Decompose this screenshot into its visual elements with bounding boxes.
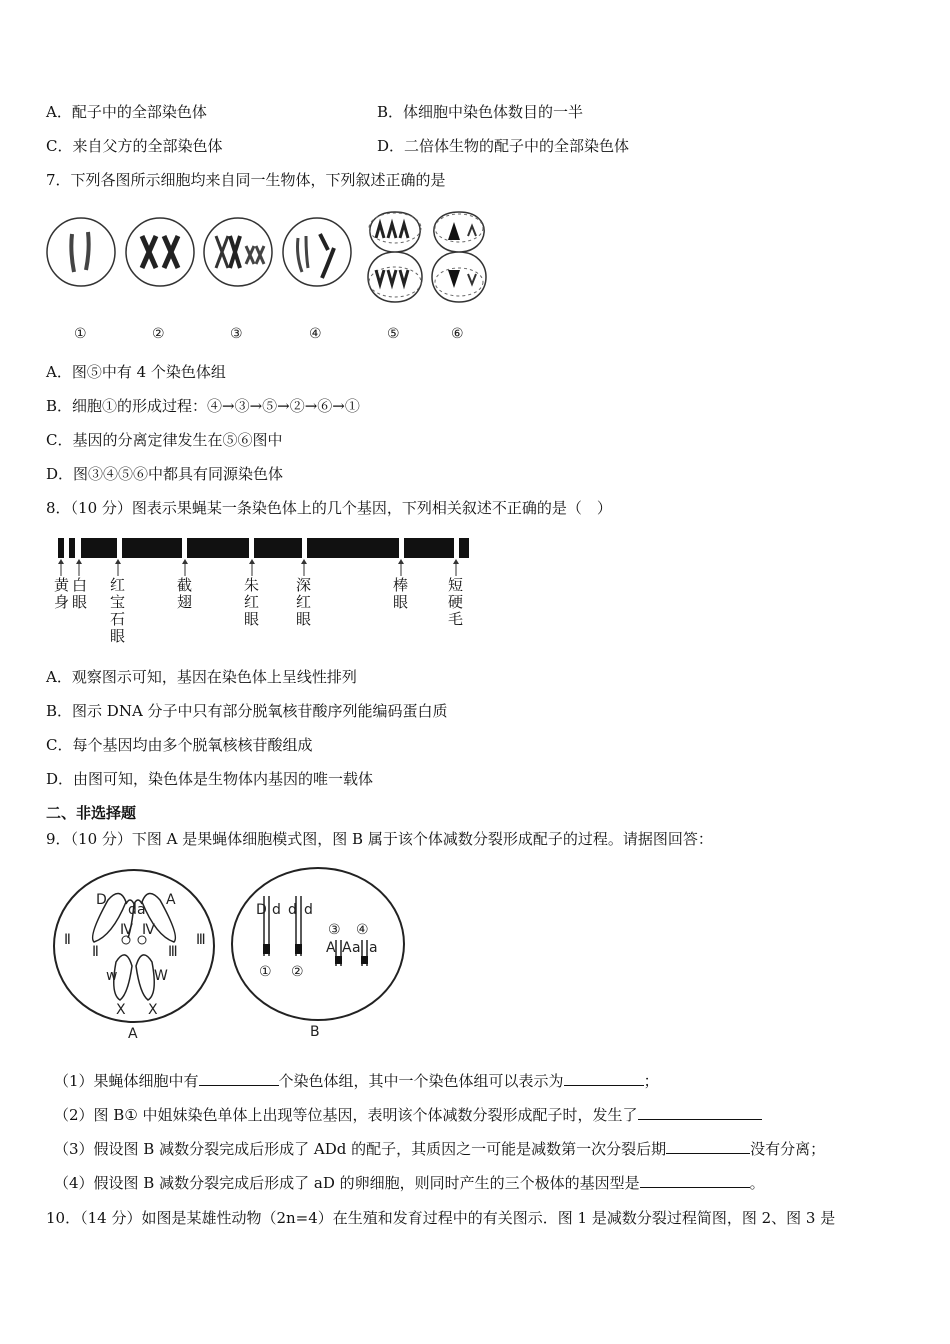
q9-sub4	[54, 1173, 765, 1193]
fig-b-letter-A-1: A	[326, 940, 336, 956]
figure-a-cell	[54, 870, 214, 1042]
q7-option-a: A．图⑤中有 4 个染色体组	[46, 363, 226, 381]
q6-option-c: C．来自父方的全部染色体	[46, 137, 223, 155]
q7-option-c: C．基因的分离定律发生在⑤⑥图中	[46, 431, 283, 449]
fig-b-letter-D: D	[256, 902, 267, 918]
fig-a-roman-4-right: Ⅳ	[142, 922, 155, 938]
fig-a-letter-D: D	[96, 892, 107, 908]
cell-2-figure	[126, 218, 194, 286]
fig-a-roman-2-left: Ⅱ	[64, 932, 71, 948]
fig-a-letter-A: A	[166, 892, 176, 908]
q9-sub1-text-a: （1）果蝇体细胞中有	[54, 1072, 199, 1090]
fig-b-label-3: ③	[328, 922, 341, 938]
q9-stem: 9．（10 分）下图 A 是果蝇体细胞模式图，图 B 属于该个体减数分裂形成配子的过程。请据图回答：	[46, 830, 713, 848]
cell-label-5: ⑤	[387, 326, 400, 342]
q8-option-a: A．观察图示可知，基因在染色体上呈线性排列	[46, 668, 357, 686]
gene-label-short-bristle: 短硬毛	[448, 576, 464, 628]
q8-option-b: B．图示 DNA 分子中只有部分脱氧核苷酸序列能编码蛋白质	[46, 702, 448, 720]
q7-stem: 7．下列各图所示细胞均来自同一生物体，下列叙述正确的是	[46, 171, 446, 189]
fig-a-letter-d: d	[128, 902, 137, 918]
fig-a-letter-X-left: X	[116, 1002, 126, 1018]
fig-b-letter-d-1: d	[272, 902, 281, 918]
gene-label-carmine-eye: 深红眼	[296, 576, 312, 628]
q9-sub2	[54, 1105, 762, 1125]
q7-option-d: D．图③④⑤⑥中都具有同源染色体	[46, 465, 284, 483]
q9-sub1-text-b: 个染色体组，其中一个染色体组可以表示为	[278, 1072, 564, 1090]
q9-sub4-blank[interactable]	[640, 1173, 750, 1188]
cell-6-figure	[432, 212, 486, 302]
q6-option-a: A．配子中的全部染色体	[46, 103, 207, 121]
q8-stem: 8．（10 分）图表示果蝇某一条染色体上的几个基因，下列相关叙述不正确的是（ ）	[46, 499, 612, 517]
fig-b-letter-d-2: d	[288, 902, 297, 918]
fig-a-roman-3-inner: Ⅲ	[168, 944, 178, 960]
q6-option-d: D．二倍体生物的配子中的全部染色体	[377, 137, 630, 155]
q8-option-d: D．由图可知，染色体是生物体内基因的唯一载体	[46, 770, 374, 788]
figure-a-caption: A	[128, 1026, 138, 1042]
fig-a-roman-2-inner: Ⅱ	[92, 944, 99, 960]
q6-option-b: B．体细胞中染色体数目的一半	[377, 103, 584, 121]
q9-sub1-text-c: ；	[643, 1072, 659, 1090]
figure-b-cell	[232, 868, 404, 1040]
fig-b-letter-d-3: d	[304, 902, 313, 918]
cell-label-1: ①	[74, 326, 87, 342]
q9-sub3-text-b: 没有分离；	[750, 1140, 826, 1158]
q9-sub4-text-a: （4）假设图 B 减数分裂完成后形成了 aD 的卵细胞，则同时产生的三个极体的基因型是	[54, 1174, 640, 1192]
cell-label-2: ②	[152, 326, 165, 342]
q9-sub1	[54, 1071, 659, 1091]
figure-b-caption: B	[310, 1024, 320, 1040]
cell-1-figure	[47, 218, 115, 286]
fig-b-label-2: ②	[291, 964, 304, 980]
q9-sub3	[54, 1139, 825, 1159]
cell-label-3: ③	[230, 326, 243, 342]
gene-label-white-eye: 白眼	[72, 576, 88, 611]
fig-a-letter-X-right: X	[148, 1002, 158, 1018]
cell-5-figure	[368, 212, 422, 302]
q9-sub2-text: （2）图 B① 中姐妹染色单体上出现等位基因，表明该个体减数分裂形成配子时，发生了	[54, 1106, 638, 1124]
fig-b-label-4: ④	[356, 922, 369, 938]
q9-sub1-blank-1[interactable]	[199, 1071, 279, 1086]
section-title: 二、非选择题	[46, 804, 137, 822]
q10-stem: 10．（14 分）如图是某雄性动物（2n=4）在生殖和发育过程中的有关图示．图 1 是减数分裂过程简图，图 2、图 3 是	[46, 1209, 836, 1227]
q7-cell-figure	[44, 198, 504, 348]
cell-3-figure	[204, 218, 272, 286]
fig-a-roman-3-right: Ⅲ	[196, 932, 206, 948]
gene-label-bar-eye: 棒眼	[393, 576, 409, 611]
cell-4-figure	[283, 218, 351, 286]
q9-sub3-blank[interactable]	[666, 1139, 750, 1154]
fig-a-letter-W: W	[154, 968, 168, 984]
fig-b-letter-a-2: a	[369, 940, 378, 956]
q8-option-c: C．每个基因均由多个脱氧核核苷酸组成	[46, 736, 313, 754]
fig-a-roman-4-left: Ⅳ	[120, 922, 133, 938]
gene-label-cut-wing: 截翅	[177, 576, 193, 611]
q9-figure	[50, 856, 410, 1046]
cell-label-6: ⑥	[451, 326, 464, 342]
fig-b-letter-A-2: A	[342, 940, 352, 956]
gene-label-vermilion-eye: 朱红眼	[244, 576, 260, 628]
fig-b-label-1: ①	[259, 964, 272, 980]
q7-option-b: B．细胞①的形成过程：④→③→⑤→②→⑥→①	[46, 397, 360, 415]
fig-a-letter-a: a	[137, 902, 146, 918]
gene-label-ruby-eye: 红宝石眼	[110, 576, 126, 645]
fig-a-letter-w: w	[106, 968, 118, 984]
q9-sub1-blank-2[interactable]	[564, 1071, 644, 1086]
cell-label-4: ④	[309, 326, 322, 342]
q9-sub3-text-a: （3）假设图 B 减数分裂完成后形成了 ADd 的配子，其质因之一可能是减数第一次分裂后期	[54, 1140, 667, 1158]
q9-sub4-text-b: 。	[749, 1174, 765, 1192]
q9-sub2-blank[interactable]	[638, 1105, 762, 1120]
gene-label-yellow-body: 黄身	[54, 576, 70, 611]
fig-b-letter-a-1: a	[352, 940, 361, 956]
